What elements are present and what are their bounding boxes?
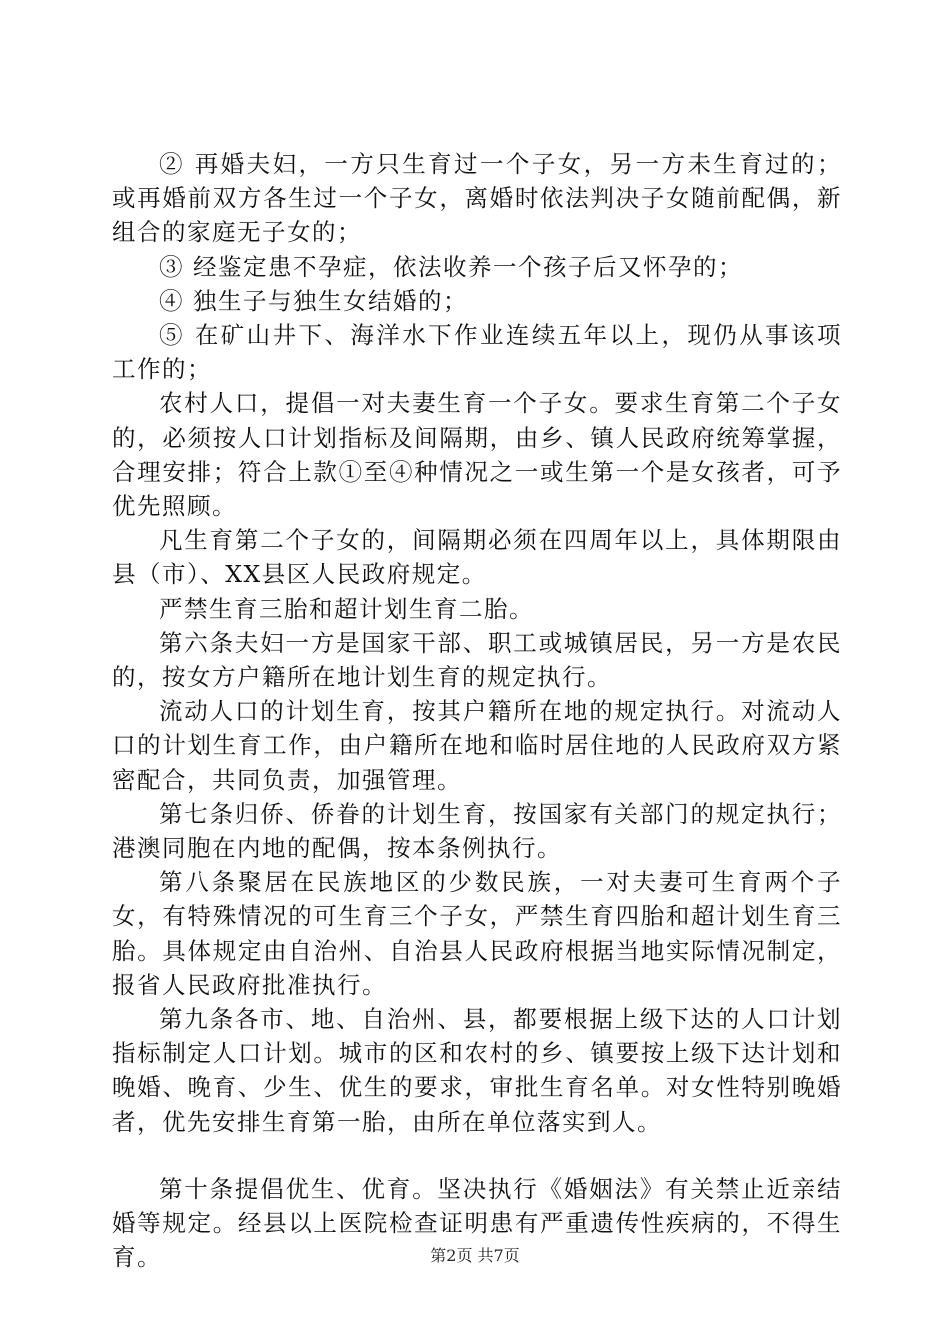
paragraph-only-children-marriage: ④ 独生子与独生女结婚的； <box>159 286 468 315</box>
paragraph-mine-sea-workers: ⑤ 在矿山井下、海洋水下作业连续五年以上，现仍从事该项工作的； <box>112 321 842 384</box>
paragraph-article-9: 第九条各市、地、自治州、县，都要根据上级下达的人口计划指标制定人口计划。城市的区和农村的乡、镇要按上级下达计划和晚婚、晚育、少生、优生的要求，审批生育名单。对女性特别晚婚者，优先安排生育第一胎，由所在单位落实到人。 <box>112 1005 842 1136</box>
paragraph-floating-population: 流动人口的计划生育，按其户籍所在地的规定执行。对流动人口的计划生育工作，由户籍所在地和临时居住地的人民政府双方紧密配合，共同负责，加强管理。 <box>112 697 842 794</box>
paragraph-rural-population: 农村人口，提倡一对夫妻生育一个子女。要求生育第二个子女的，必须按人口计划指标及间隔期，由乡、镇人民政府统筹掌握，合理安排；符合上款①至④种情况之一或生第一个是女孩者，可予优先照顾。 <box>112 389 842 521</box>
paragraph-article-6: 第六条夫妇一方是国家干部、职工或城镇居民，另一方是农民的，按女方户籍所在地计划生育的规定执行。 <box>112 628 842 692</box>
paragraph-second-child-interval: 凡生育第二个子女的，间隔期必须在四周年以上，具体期限由县（市）、XX县区人民政府规定。 <box>112 526 842 589</box>
document-body <box>112 147 842 1275</box>
paragraph-article-8: 第八条聚居在民族地区的少数民族，一对夫妻可生育两个子女，有特殊情况的可生育三个子女，严禁生育四胎和超计划生育三胎。具体规定由自治州、自治县人民政府根据当地实际情况制定，报省人民政府批准执行。 <box>112 868 842 999</box>
paragraph-article-10: 第十条提倡优生、优育。坚决执行《婚姻法》有关禁止近亲结婚等规定。经县以上医院检查证明患有严重遗传性疾病的，不得生育。 <box>112 1174 842 1272</box>
paragraph-article-7: 第七条归侨、侨眷的计划生育，按国家有关部门的规定执行；港澳同胞在内地的配偶，按本条例执行。 <box>112 799 842 863</box>
paragraph-prohibition-third-birth: 严禁生育三胎和超计划生育二胎。 <box>159 594 534 623</box>
paragraph-remarried-couple: ② 再婚夫妇，一方只生育过一个子女，另一方未生育过的；或再婚前双方各生过一个子女，离婚时依法判决子女随前配偶，新组合的家庭无子女的； <box>112 150 842 247</box>
page-number-footer: 第2页 共7页 <box>430 1246 520 1265</box>
paragraph-infertility-adoption: ③ 经鉴定患不孕症，依法收养一个孩子后又怀孕的； <box>159 252 743 281</box>
